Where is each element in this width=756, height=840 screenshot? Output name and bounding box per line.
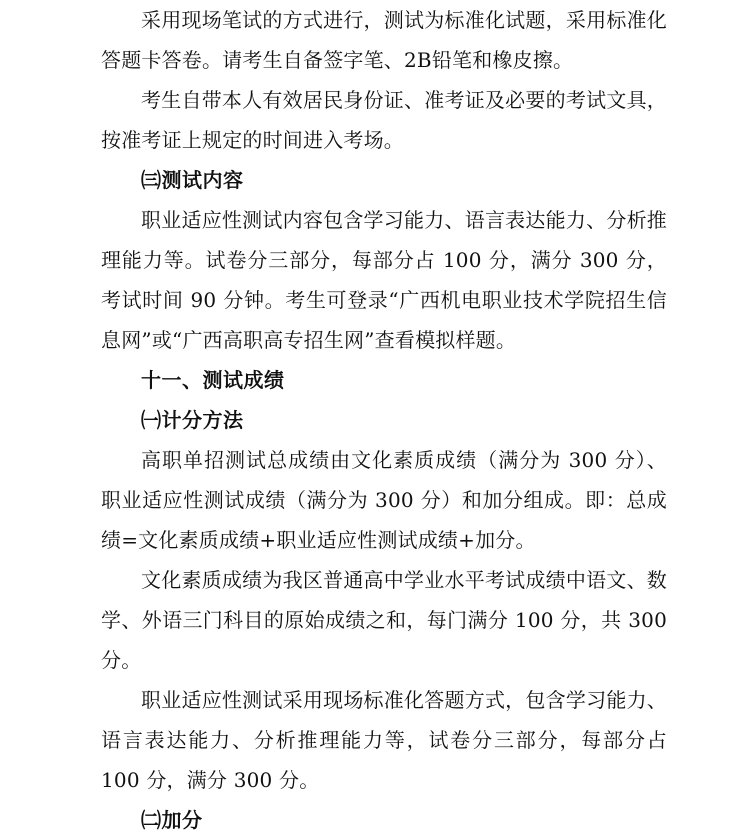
subheading-scoring-method: ㈠计分方法	[141, 408, 244, 432]
subheading-test-content: ㈢测试内容	[141, 168, 244, 192]
document-page	[101, 0, 667, 840]
paragraph-total-score: 高职单招测试总成绩由文化素质成绩（满分为 300 分）、职业适应性测试成绩（满分为 300 分）和加分组成。即：总成绩=文化素质成绩+职业适应性测试成绩+加分。	[101, 448, 667, 552]
paragraph-test-content: 职业适应性测试内容包含学习能力、语言表达能力、分析推理能力等。试卷分三部分，每部分占 100 分，满分 300 分，考试时间 90 分钟。考生可登录“广西机电职业技术学院招生信息网”或“广西高职高专招生网”查看模拟样题。	[101, 208, 667, 352]
paragraph-exam-format: 采用现场笔试的方式进行，测试为标准化试题，采用标准化答题卡答卷。请考生自备签字笔、2B铅笔和橡皮擦。	[101, 8, 667, 72]
subheading-bonus-points: ㈡加分	[141, 808, 203, 832]
paragraph-cultural-score: 文化素质成绩为我区普通高中学业水平考试成绩中语文、数学、外语三门科目的原始成绩之和，每门满分 100 分，共 300 分。	[101, 568, 667, 672]
paragraph-exam-materials: 考生自带本人有效居民身份证、准考证及必要的考试文具，按准考证上规定的时间进入考场。	[101, 88, 667, 152]
paragraph-aptitude-score: 职业适应性测试采用现场标准化答题方式，包含学习能力、语言表达能力、分析推理能力等，试卷分三部分，每部分占 100 分，满分 300 分。	[101, 688, 667, 792]
heading-test-scores: 十一、测试成绩	[141, 368, 285, 392]
